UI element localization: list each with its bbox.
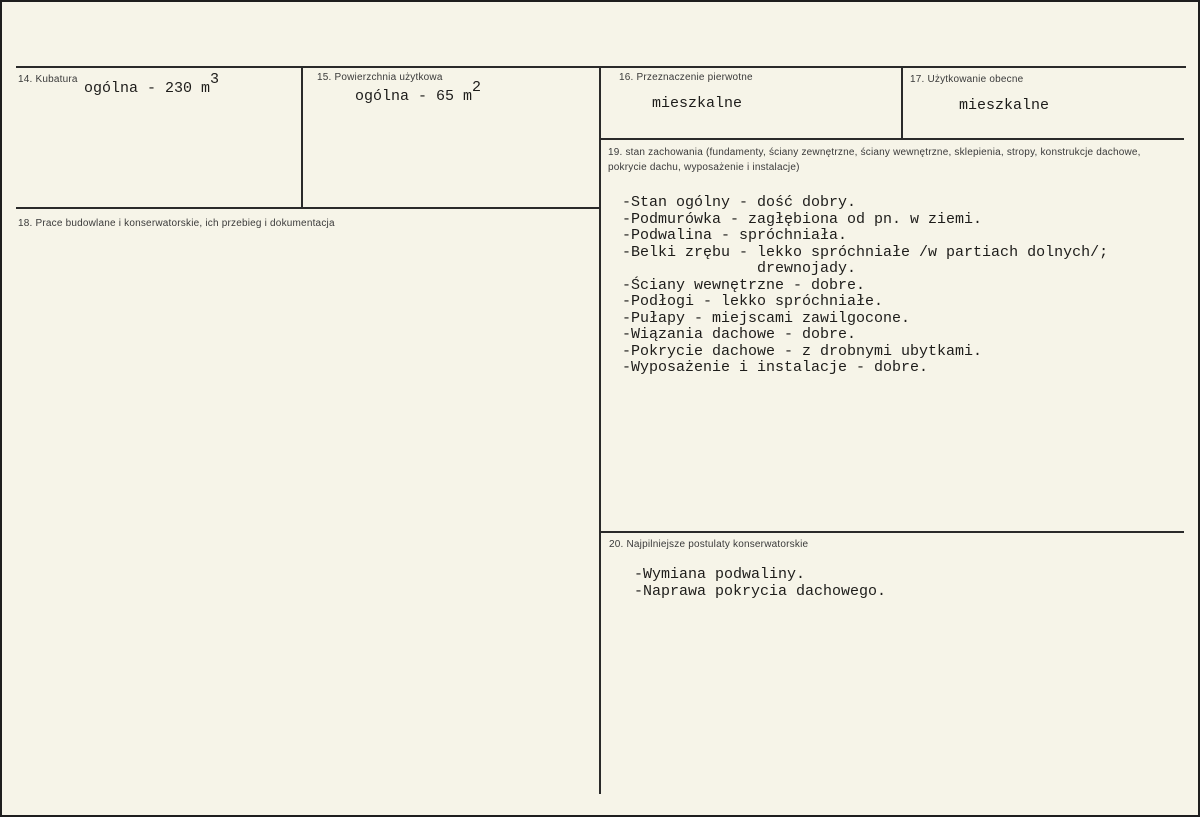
top-rule	[16, 66, 1186, 68]
field-20-label: 20. Najpilniejsze postulaty konserwatorskie	[609, 539, 809, 550]
condition-line: -Wiązania dachowe - dobre.	[622, 326, 857, 343]
condition-line: -Ściany wewnętrzne - dobre.	[622, 276, 866, 294]
field-15-label: 15. Powierzchnia użytkowa	[317, 72, 443, 83]
condition-line: -Podłogi - lekko spróchniałe.	[622, 293, 884, 310]
condition-line: drewnojady.	[622, 260, 857, 277]
rule-14-15-bottom	[16, 207, 600, 209]
condition-line: -Podwalina - spróchniała.	[622, 227, 848, 244]
field-14-superscript: 3	[210, 71, 220, 88]
postulate-line: -Naprawa pokrycia dachowego.	[634, 582, 887, 600]
field-17-value: mieszkalne	[959, 97, 1050, 114]
divider-14-15	[301, 66, 303, 208]
condition-line: -Wyposażenie i instalacje - dobre.	[622, 359, 929, 376]
postulate-line: -Wymiana podwaliny.	[634, 566, 806, 583]
divider-16-17	[901, 66, 903, 138]
condition-line: -Belki zrębu - lekko spróchniałe /w partiach dolnych/;	[622, 243, 1109, 261]
divider-left-right	[599, 66, 601, 794]
field-14-value	[84, 71, 220, 97]
field-18-label: 18. Prace budowlane i konserwatorskie, ich przebieg i dokumentacja	[18, 218, 335, 229]
field-20-postulates-list	[634, 567, 886, 600]
field-14-text: ogólna - 230 m	[84, 80, 211, 97]
condition-line: -Podmurówka - zagłębiona od pn. w ziemi.	[622, 210, 983, 228]
field-16-label: 16. Przeznaczenie pierwotne	[619, 72, 753, 83]
field-19-condition-list	[622, 195, 1108, 377]
rule-16-17-bottom	[600, 138, 1184, 140]
condition-line: -Pokrycie dachowe - z drobnymi ubytkami.	[622, 342, 983, 360]
field-19-label: 19. stan zachowania (fundamenty, ściany zewnętrzne, ściany wewnętrzne, sklepienia, stropy, konstrukcje dachowe, pokrycie dachu, wyposażenie i instalacje)	[608, 147, 1141, 173]
field-15-text: ogólna - 65 m	[355, 88, 473, 105]
field-15-superscript: 2	[472, 79, 482, 96]
field-15-value	[355, 79, 482, 105]
field-16-value: mieszkalne	[652, 95, 743, 112]
field-14-label: 14. Kubatura	[18, 74, 78, 85]
field-17-label: 17. Użytkowanie obecne	[910, 74, 1024, 85]
rule-19-bottom	[600, 531, 1184, 533]
condition-line: -Stan ogólny - dość dobry.	[622, 194, 857, 211]
condition-line: -Pułapy - miejscami zawilgocone.	[622, 309, 911, 327]
